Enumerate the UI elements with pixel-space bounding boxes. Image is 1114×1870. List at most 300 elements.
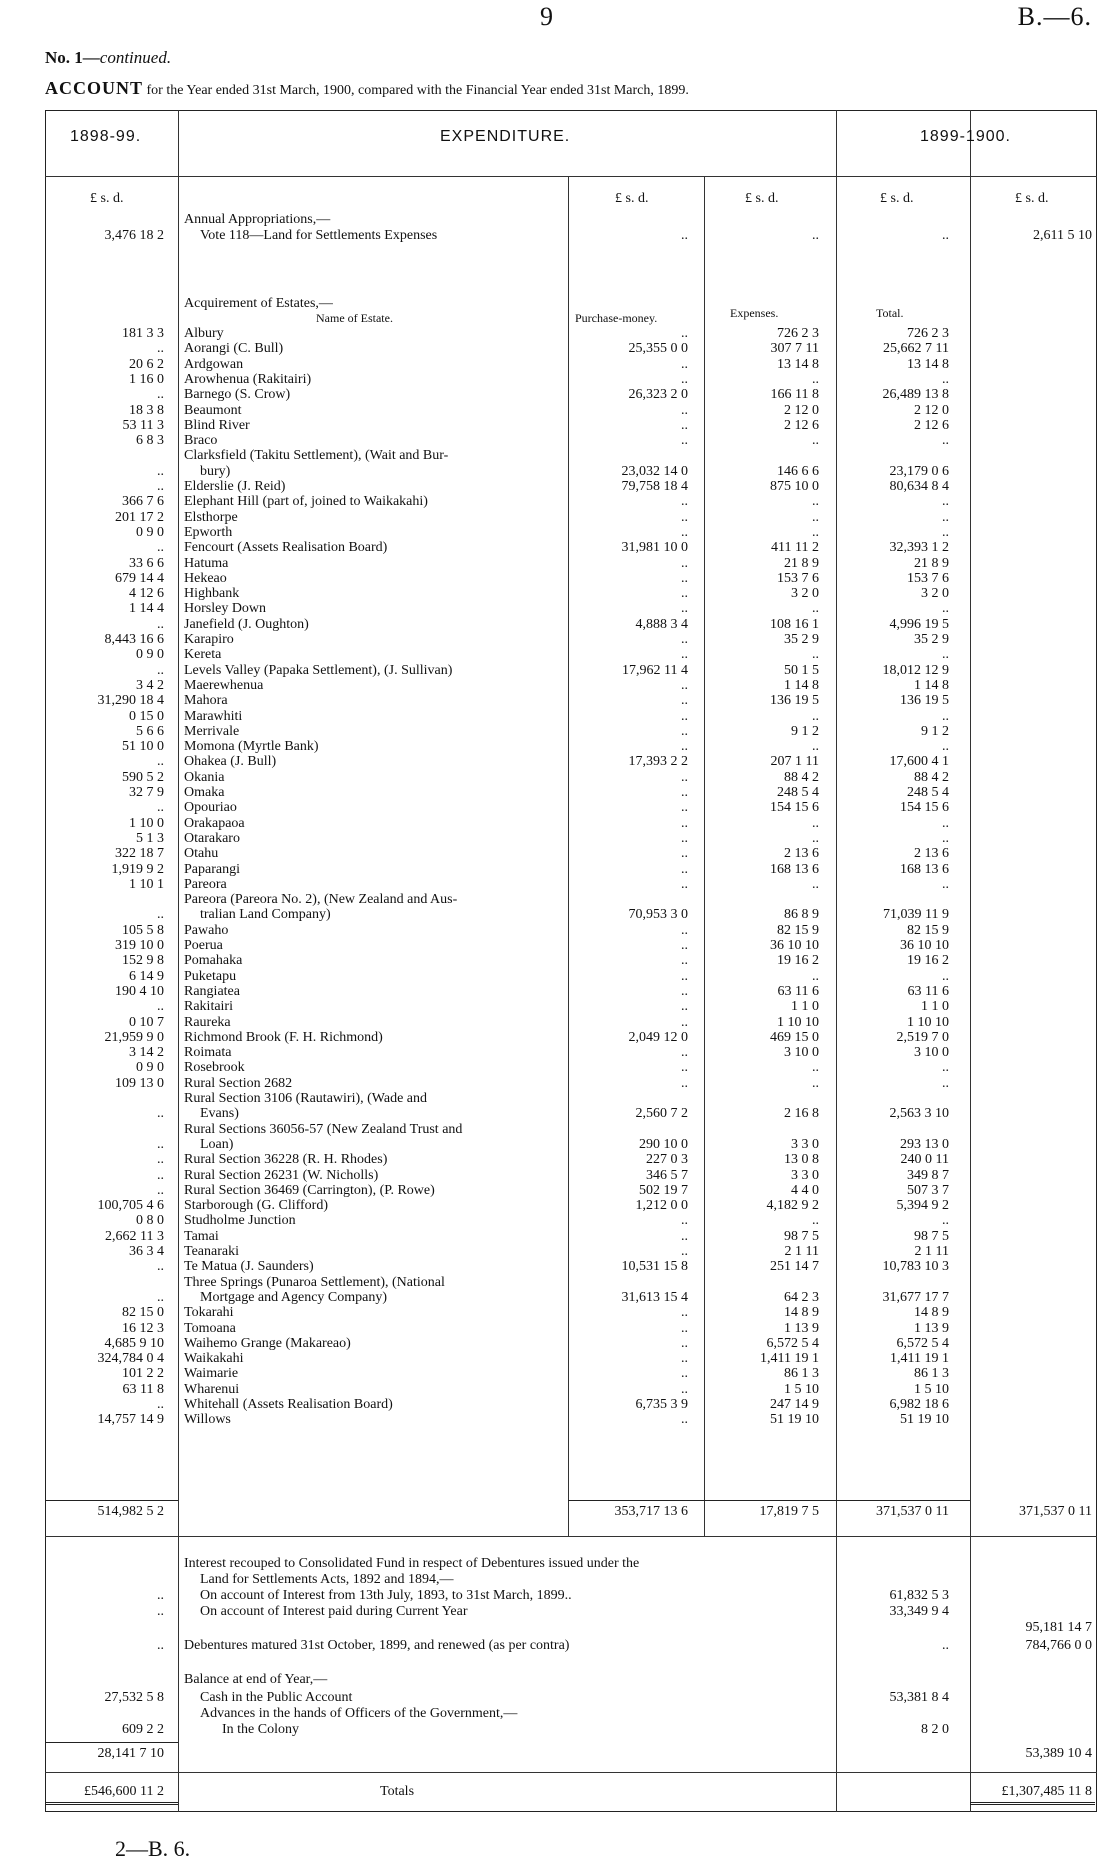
- purchase-amount: 2,049 12 0: [628, 1029, 688, 1045]
- estate-row: [0, 540, 1114, 556]
- expenses-amount: 2 12 0: [784, 402, 819, 418]
- prev-amount: ..: [157, 616, 164, 632]
- expenses-amount: 64 2 3: [784, 1289, 819, 1305]
- expenses-amount: 17,819 7 5: [759, 1504, 819, 1519]
- estate-name: Poerua: [184, 938, 223, 953]
- estate-row: [0, 862, 1114, 878]
- expenses-amount: 108 16 1: [770, 616, 819, 632]
- prev-amount: 20 6 2: [129, 356, 164, 372]
- estate-row: [0, 846, 1114, 862]
- estate-name: Elsthorpe: [184, 509, 238, 525]
- total-amount: 136 19 5: [900, 693, 949, 709]
- prev-amount: ..: [157, 1136, 164, 1152]
- purchase-amount: 31,613 15 4: [621, 1289, 688, 1305]
- purchase-amount: ..: [681, 983, 688, 999]
- purchase-amount: ..: [681, 632, 688, 647]
- estate-name: bury): [200, 463, 231, 479]
- estate-row: [0, 510, 1114, 526]
- estate-row: [0, 969, 1114, 985]
- estate-name: Te Matua (J. Saunders): [184, 1259, 314, 1275]
- total-amount: ..: [942, 1213, 949, 1229]
- expenses-amount: 207 1 11: [770, 754, 819, 770]
- totals-divider: [45, 1772, 1097, 1773]
- lsd-heading: £ s. d.: [90, 191, 124, 206]
- estate-row: [0, 1030, 1114, 1046]
- purchase-amount: ..: [681, 586, 688, 602]
- purchase-amount: ..: [681, 1320, 688, 1336]
- estate-name: Wharenui: [184, 1381, 240, 1397]
- estate-name: Braco: [184, 433, 218, 449]
- estate-name: Rural Sections 36056-57 (New Zealand Trust and: [184, 1121, 463, 1137]
- prev-amount: 28,141 7 10: [97, 1746, 164, 1761]
- subtotal-rule: [45, 1500, 178, 1501]
- estate-row: [0, 1183, 1114, 1199]
- interest-line-2: Land for Settlements Acts, 1892 and 1894,—: [200, 1572, 454, 1587]
- estate-row: [0, 357, 1114, 373]
- estate-name: Omaka: [184, 785, 225, 800]
- interest-a-row: [0, 1588, 1114, 1604]
- expenses-heading: Expenses.: [730, 306, 779, 320]
- estate-row: [0, 816, 1114, 832]
- expenses-amount: 21 8 9: [784, 555, 819, 571]
- estate-row: [0, 372, 1114, 388]
- expenses-amount: ..: [812, 815, 819, 831]
- estate-name: Tokarahi: [184, 1305, 234, 1321]
- annual-heading-row: [0, 212, 1114, 228]
- estate-row: [0, 387, 1114, 403]
- purchase-amount: ..: [681, 876, 688, 892]
- estate-row: [0, 647, 1114, 663]
- total-amount: 248 5 4: [907, 785, 949, 800]
- total-amount: 88 4 2: [914, 769, 949, 785]
- estate-name: Roimata: [184, 1045, 232, 1061]
- total-amount: ..: [942, 876, 949, 892]
- estate-name: Momona (Myrtle Bank): [184, 739, 319, 755]
- total-amount: 6,572 5 4: [896, 1335, 949, 1351]
- purchase-amount: ..: [681, 356, 688, 372]
- expenses-amount: 2 12 6: [784, 417, 819, 433]
- expenses-amount: 4 4 0: [791, 1182, 819, 1198]
- purchase-amount: 346 5 7: [646, 1167, 688, 1183]
- total-amount: ..: [942, 228, 949, 243]
- purchase-amount: ..: [681, 1412, 688, 1428]
- annual-heading: Annual Appropriations,—: [184, 212, 331, 227]
- total-amount: 9 1 2: [921, 723, 949, 739]
- total-amount: 63 11 6: [907, 983, 949, 999]
- total-amount: 14 8 9: [914, 1305, 949, 1321]
- total-amount: 71,039 11 9: [883, 907, 949, 923]
- estate-row: [0, 938, 1114, 954]
- estate-name: Fencourt (Assets Realisation Board): [184, 540, 388, 556]
- purchase-amount: ..: [681, 433, 688, 449]
- estate-name: Okania: [184, 769, 225, 785]
- estate-name: Ardgowan: [184, 356, 244, 372]
- purchase-amount: ..: [681, 1335, 688, 1351]
- prev-amount: 109 13 0: [115, 1075, 164, 1091]
- prev-amount: ..: [157, 1106, 164, 1122]
- expenses-amount: 3 3 0: [791, 1167, 819, 1183]
- estate-name: Elderslie (J. Reid): [184, 479, 286, 494]
- prev-amount: 51 10 0: [122, 739, 164, 755]
- total-amount: 21 8 9: [914, 555, 949, 571]
- total-amount: ..: [942, 1075, 949, 1091]
- estate-name: Clarksfield (Takitu Settlement), (Wait and Bur-: [184, 448, 449, 464]
- prev-amount: ..: [157, 1588, 164, 1603]
- estate-name: Mahora: [184, 693, 228, 709]
- expenses-amount: 1 10 10: [777, 1014, 819, 1030]
- estate-name: Rural Section 2682: [184, 1075, 293, 1091]
- purchase-amount: ..: [681, 1045, 688, 1061]
- prev-amount: ..: [157, 387, 164, 403]
- total-amount: 4,996 19 5: [889, 616, 949, 632]
- estate-name: Raureka: [184, 1014, 231, 1030]
- purchase-amount: ..: [681, 968, 688, 984]
- total-amount: 726 2 3: [907, 326, 949, 341]
- purchase-amount: ..: [681, 1381, 688, 1397]
- estate-row: [0, 326, 1114, 342]
- prev-amount: 201 17 2: [115, 509, 164, 525]
- purchase-amount: 26,323 2 0: [628, 387, 688, 403]
- total-amount: 86 1 3: [914, 1366, 949, 1382]
- purchase-amount: ..: [681, 555, 688, 571]
- total-amount: 51 19 10: [900, 1412, 949, 1428]
- total-amount: 13 14 8: [907, 356, 949, 372]
- expenses-amount: 36 10 10: [770, 938, 819, 953]
- total-amount: 240 0 11: [900, 1152, 949, 1168]
- balance-advances-row: [0, 1706, 1114, 1722]
- prev-amount: 190 4 10: [115, 983, 164, 999]
- header-prev-year: 1898-99.: [70, 128, 142, 145]
- estate-name: Rural Section 3106 (Rautawiri), (Wade and: [184, 1091, 428, 1106]
- prev-amount: 0 10 7: [129, 1014, 164, 1030]
- total-amount: 507 3 7: [907, 1182, 949, 1198]
- purchase-amount: ..: [681, 938, 688, 953]
- expenses-amount: 14 8 9: [784, 1305, 819, 1321]
- total-amount: ..: [942, 524, 949, 540]
- prev-amount: ..: [157, 1259, 164, 1275]
- estate-name: Paparangi: [184, 861, 240, 877]
- total-amount: 19 16 2: [907, 953, 949, 969]
- prev-amount: 0 8 0: [136, 1213, 164, 1229]
- expenses-amount: 6,572 5 4: [766, 1335, 819, 1351]
- prev-amount: ..: [157, 1397, 164, 1412]
- prev-amount: 33 6 6: [129, 555, 164, 571]
- expenses-amount: 469 15 0: [770, 1029, 819, 1045]
- prev-amount: 1,919 9 2: [111, 861, 164, 877]
- prev-amount: 21,959 9 0: [104, 1029, 164, 1045]
- estate-row: [0, 1244, 1114, 1260]
- prev-amount: 322 18 7: [115, 846, 164, 862]
- document-reference: B.—6.: [1017, 2, 1092, 31]
- prev-amount: 4,685 9 10: [104, 1335, 164, 1351]
- balance-advances-label: Advances in the hands of Officers of the Government,—: [200, 1706, 518, 1721]
- expenses-amount: 3 10 0: [784, 1045, 819, 1061]
- purchase-amount: ..: [681, 708, 688, 724]
- prev-amount: 181 3 3: [122, 326, 164, 341]
- total-amount: 2 12 6: [914, 417, 949, 433]
- estate-row: [0, 1091, 1114, 1107]
- prev-amount: 3 14 2: [129, 1045, 164, 1061]
- expenses-amount: 13 0 8: [784, 1152, 819, 1168]
- estate-name: Willows: [184, 1412, 231, 1428]
- estate-row: [0, 1213, 1114, 1229]
- purchase-amount: ..: [681, 922, 688, 938]
- total-amount: 2 1 11: [914, 1244, 949, 1259]
- estate-row: [0, 1382, 1114, 1398]
- estate-name: Albury: [184, 326, 224, 341]
- expenses-amount: 307 7 11: [770, 341, 819, 357]
- total-amount: 2 12 0: [914, 402, 949, 418]
- expenses-amount: 153 7 6: [777, 570, 819, 586]
- expenses-amount: 3 2 0: [791, 586, 819, 602]
- lsd-heading: £ s. d.: [745, 191, 779, 206]
- balance-cash-row: [0, 1690, 1114, 1706]
- annual-vote-row: [0, 228, 1114, 244]
- debentures-label: Debentures matured 31st October, 1899, and renewed (as per contra): [184, 1638, 570, 1653]
- total-amount: 17,600 4 1: [889, 754, 949, 770]
- estate-row: [0, 678, 1114, 694]
- prev-amount: 31,290 18 4: [97, 693, 164, 709]
- prev-amount: 3 4 2: [136, 677, 164, 693]
- total-amount: ..: [942, 739, 949, 755]
- estate-name: Aorangi (C. Bull): [184, 341, 284, 357]
- section-divider: [45, 1536, 1097, 1537]
- total-amount: 82 15 9: [907, 922, 949, 938]
- purchase-amount: ..: [681, 228, 688, 243]
- total-amount: 293 13 0: [900, 1136, 949, 1152]
- expenses-amount: 136 19 5: [770, 693, 819, 709]
- expenses-amount: 88 4 2: [784, 769, 819, 785]
- expenses-amount: ..: [812, 1060, 819, 1076]
- estate-row: [0, 556, 1114, 572]
- expenses-amount: ..: [812, 494, 819, 510]
- prev-amount: 366 7 6: [122, 494, 164, 510]
- total-amount: 1 13 9: [914, 1320, 949, 1336]
- prev-amount: 0 9 0: [136, 524, 164, 540]
- total-amount: 154 15 6: [900, 800, 949, 816]
- name-of-estate-heading: Name of Estate.: [316, 311, 393, 325]
- prev-amount: ..: [157, 907, 164, 923]
- estate-row: [0, 433, 1114, 449]
- estate-name: Ohakea (J. Bull): [184, 754, 277, 770]
- purchase-amount: 17,962 11 4: [622, 662, 688, 678]
- section-number: [45, 48, 171, 68]
- expenses-amount: 726 2 3: [777, 326, 819, 341]
- total-amount: ..: [942, 815, 949, 831]
- prev-amount: 36 3 4: [129, 1244, 164, 1259]
- total-amount: 26,489 13 8: [882, 387, 949, 403]
- acquirement-heading: Acquirement of Estates,—: [184, 296, 333, 311]
- total-amount: ..: [942, 433, 949, 449]
- total-amount: 6,982 18 6: [889, 1397, 949, 1412]
- purchase-amount: ..: [681, 647, 688, 663]
- estate-row: [0, 525, 1114, 541]
- prev-amount: ..: [157, 1638, 164, 1653]
- purchase-amount: 31,981 10 0: [621, 540, 688, 556]
- estate-name: Blind River: [184, 417, 250, 433]
- total-amount: ..: [942, 509, 949, 525]
- prev-amount: 4 12 6: [129, 586, 164, 602]
- acquirement-heading-row: [0, 296, 1114, 312]
- purchase-amount: ..: [681, 371, 688, 387]
- estate-row: [0, 632, 1114, 648]
- interest-a-label: On account of Interest from 13th July, 1893, to 31st March, 1899..: [200, 1588, 572, 1603]
- estate-name: Barnego (S. Crow): [184, 387, 291, 403]
- account-title-bold: ACCOUNT: [45, 78, 144, 98]
- estate-name: Puketapu: [184, 968, 237, 984]
- total-amount: 168 13 6: [900, 861, 949, 877]
- purchase-amount: 70,953 3 0: [628, 907, 688, 923]
- prev-amount: 324,784 0 4: [97, 1351, 164, 1367]
- expenses-amount: 154 15 6: [770, 800, 819, 816]
- grand-amount: 784,766 0 0: [1025, 1638, 1092, 1653]
- estate-row: [0, 1336, 1114, 1352]
- estate-row: [0, 479, 1114, 495]
- expenses-amount: 2 1 11: [784, 1244, 819, 1259]
- purchase-amount: ..: [681, 1014, 688, 1030]
- expenses-amount: 51 19 10: [770, 1412, 819, 1428]
- expenses-amount: 247 14 9: [770, 1397, 819, 1412]
- expenses-amount: 98 7 5: [784, 1228, 819, 1244]
- prev-amount: ..: [157, 1167, 164, 1183]
- total-amount: ..: [942, 1060, 949, 1076]
- estate-row: [0, 1015, 1114, 1031]
- estate-row: [0, 494, 1114, 510]
- purchase-amount: 10,531 15 8: [621, 1259, 688, 1275]
- estate-row: [0, 601, 1114, 617]
- purchase-amount: ..: [681, 601, 688, 617]
- purchase-amount: ..: [681, 953, 688, 969]
- purchase-amount: 227 0 3: [646, 1152, 688, 1168]
- expenses-amount: 248 5 4: [777, 785, 819, 800]
- purchase-money-heading: Purchase-money.: [575, 311, 658, 325]
- estate-row: [0, 892, 1114, 908]
- prev-amount: 5 6 6: [136, 723, 164, 739]
- prev-amount: ..: [157, 1152, 164, 1168]
- estate-name: Highbank: [184, 586, 240, 602]
- total-amount: 371,537 0 11: [876, 1504, 949, 1519]
- prev-amount: 0 9 0: [136, 647, 164, 663]
- estate-name: Three Springs (Punaroa Settlement), (National: [184, 1274, 445, 1290]
- estate-row: [0, 1060, 1114, 1076]
- total-amount: ..: [942, 371, 949, 387]
- prev-amount: ..: [157, 662, 164, 678]
- estate-row: [0, 907, 1114, 923]
- section-continued: continued.: [99, 48, 172, 67]
- header-expenditure: EXPENDITURE.: [440, 128, 571, 145]
- expenses-amount: 19 16 2: [777, 953, 819, 969]
- interest-heading-row: [0, 1556, 1114, 1572]
- expenses-amount: 166 11 8: [770, 387, 819, 403]
- lsd-heading: £ s. d.: [1015, 191, 1049, 206]
- total-amount: ..: [942, 494, 949, 510]
- estate-row: [0, 1045, 1114, 1061]
- subtotal-rule: [568, 1500, 970, 1501]
- purchase-amount: ..: [681, 723, 688, 739]
- prev-amount: 101 2 2: [122, 1366, 164, 1382]
- total-amount: 36 10 10: [900, 938, 949, 953]
- balance-total-row: [0, 1746, 1114, 1762]
- page-number: 9: [540, 2, 553, 31]
- estate-name: Beaumont: [184, 402, 242, 418]
- estate-row: [0, 1106, 1114, 1122]
- total-amount: 1 14 8: [914, 677, 949, 693]
- estate-name: Studholme Junction: [184, 1213, 296, 1229]
- prev-amount: 14,757 14 9: [97, 1412, 164, 1428]
- total-amount: 1 5 10: [914, 1381, 949, 1397]
- estate-name: Pareora (Pareora No. 2), (New Zealand and Aus-: [184, 892, 458, 908]
- total-amount: 61,832 5 3: [889, 1588, 949, 1603]
- interest-total-row: [0, 1620, 1114, 1636]
- purchase-amount: ..: [681, 494, 688, 510]
- estate-name: Rakitairi: [184, 999, 233, 1015]
- expenses-amount: 1 5 10: [784, 1381, 819, 1397]
- total-amount: ..: [942, 1638, 949, 1653]
- total-amount: 10,783 10 3: [882, 1259, 949, 1275]
- prev-amount: 0 9 0: [136, 1060, 164, 1076]
- estate-name: Whitehall (Assets Realisation Board): [184, 1397, 393, 1412]
- total-amount: ..: [942, 968, 949, 984]
- estate-row: [0, 1366, 1114, 1382]
- purchase-amount: ..: [681, 739, 688, 755]
- estate-row: [0, 754, 1114, 770]
- prev-amount: 319 10 0: [115, 938, 164, 953]
- purchase-amount: ..: [681, 693, 688, 709]
- estate-row: [0, 1397, 1114, 1413]
- estates-total-row: [0, 1504, 1114, 1520]
- estate-name: Arowhenua (Rakitairi): [184, 371, 312, 387]
- purchase-amount: ..: [681, 846, 688, 862]
- total-amount: 8 2 0: [921, 1722, 949, 1737]
- prev-amount: 8,443 16 6: [104, 632, 164, 647]
- total-amount: 5,394 9 2: [896, 1198, 949, 1214]
- section-label: No. 1—: [45, 48, 100, 67]
- estate-row: [0, 1198, 1114, 1214]
- grand-total: £1,307,485 11 8: [1001, 1784, 1092, 1799]
- purchase-amount: ..: [681, 326, 688, 341]
- header-curr-year: 1899-1900.: [920, 128, 1011, 145]
- expenses-amount: ..: [812, 371, 819, 387]
- expenses-amount: ..: [812, 228, 819, 243]
- prev-amount: ..: [157, 800, 164, 816]
- grand-amount: 371,537 0 11: [1019, 1504, 1092, 1519]
- purchase-amount: 353,717 13 6: [614, 1504, 688, 1519]
- estate-row: [0, 448, 1114, 464]
- estate-row: [0, 724, 1114, 740]
- estate-name: Maerewhenua: [184, 677, 264, 693]
- expenses-amount: 146 6 6: [777, 463, 819, 479]
- expenses-amount: 1 1 0: [791, 999, 819, 1015]
- expenses-amount: 3 3 0: [791, 1136, 819, 1152]
- total-amount: 35 2 9: [914, 632, 949, 647]
- prev-amount: 1 14 4: [129, 601, 164, 617]
- expenses-amount: 1 14 8: [784, 677, 819, 693]
- estate-row: [0, 571, 1114, 587]
- prev-amount: ..: [157, 999, 164, 1015]
- estate-row: [0, 984, 1114, 1000]
- prev-amount: 514,982 5 2: [97, 1504, 164, 1519]
- estate-name: Mortgage and Agency Company): [200, 1289, 388, 1305]
- estate-name: Karapiro: [184, 632, 234, 647]
- annual-vote-label: Vote 118—Land for Settlements Expenses: [200, 228, 438, 243]
- total-amount: 18,012 12 9: [882, 662, 949, 678]
- estate-row: [0, 1275, 1114, 1291]
- total-amount: 23,179 0 6: [889, 463, 949, 479]
- total-amount: 33,349 9 4: [889, 1604, 949, 1619]
- total-amount: 1 10 10: [907, 1014, 949, 1030]
- purchase-amount: 2,560 7 2: [635, 1106, 688, 1122]
- estate-name: Marawhiti: [184, 708, 243, 724]
